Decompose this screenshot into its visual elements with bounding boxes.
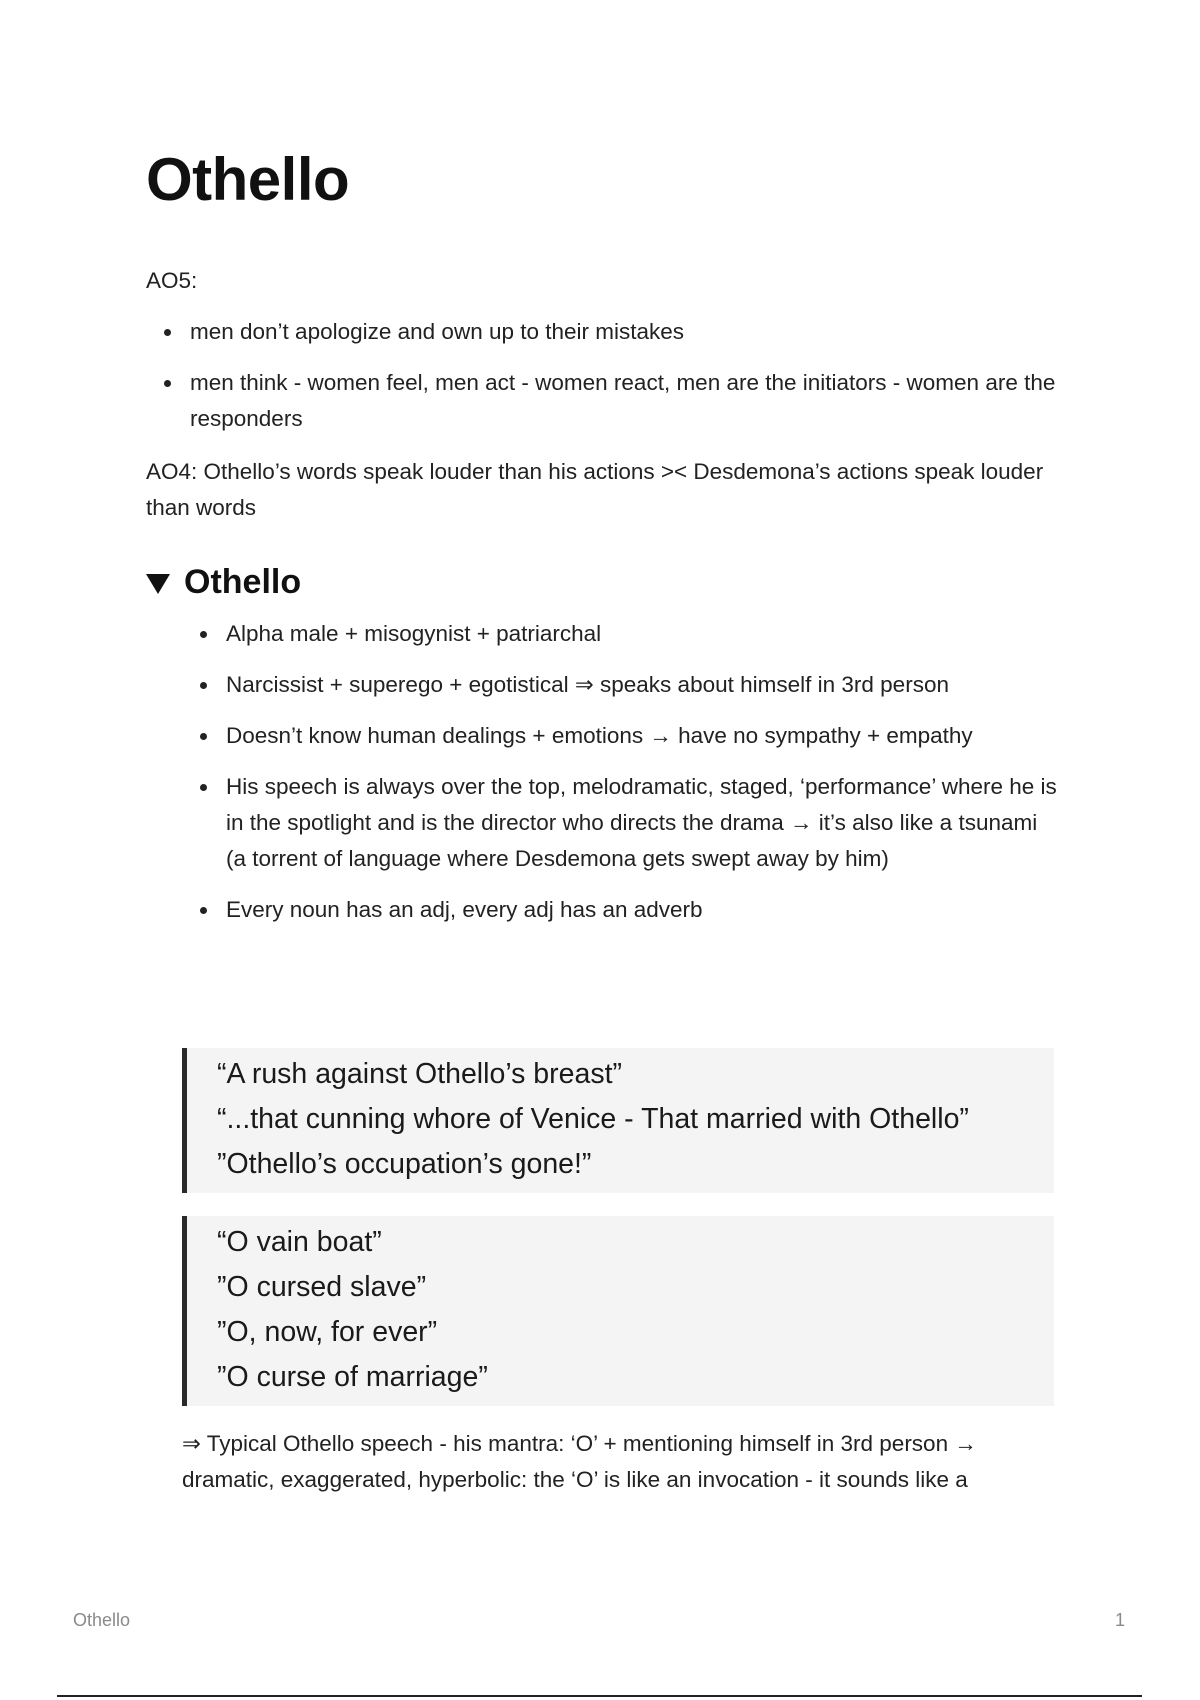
list-item-text: Every noun has an adj, every adj has an adverb [226,897,703,922]
list-item-text: Narcissist + superego + egotistical ⇒ speaks about himself in 3rd person [226,672,949,697]
bullet-dot-icon [200,907,207,914]
quote-line: “O vain boat” [217,1226,382,1258]
quote-line: “A rush against Othello’s breast” [217,1058,623,1090]
ao5-label: AO5: [146,268,198,293]
footer-title: Othello [73,1610,131,1630]
list-item [182,892,1062,928]
quote-line: ”O, now, for ever” [217,1316,438,1348]
footer-divider [57,1695,1142,1697]
bullet-dot-icon [164,380,171,387]
quote-block [182,1216,1054,1406]
othello-traits-list [182,616,1062,928]
quote-line: ”O curse of marriage” [217,1361,488,1393]
list-item [182,616,1062,652]
toggle-heading-othello[interactable] [146,558,301,606]
bullet-dot-icon [200,733,207,740]
page-title: Othello [146,146,350,213]
list-item-text: Doesn’t know human dealings + emotions → have no sympathy + empathy [226,723,973,748]
list-item-text: men don’t apologize and own up to their mistakes [190,319,685,344]
list-item-text: Alpha male + misogynist + patriarchal [226,621,602,646]
list-item-text: men think - women feel, men act - women react, men are the initiators - women are the responders [190,370,1056,431]
quote-block [182,1048,1054,1193]
quote-line: “...that cunning whore of Venice - That married with Othello” [217,1103,969,1135]
list-item [182,769,1062,877]
quote-line: ”Othello’s occupation’s gone!” [217,1148,592,1180]
list-item [182,718,1062,754]
list-item [146,365,1066,437]
closing-paragraph: ⇒ Typical Othello speech - his mantra: ‘O’ + mentioning himself in 3rd person → dramatic, exaggerated, hyperbolic: the ‘O’ is like an invocation - it sounds like a [182,1431,977,1492]
quote-line: ”O cursed slave” [217,1271,427,1303]
page-number: 1 [1114,1610,1125,1630]
ao5-list [146,314,1066,437]
list-item-text: His speech is always over the top, melodramatic, staged, ‘performance’ where he is in the spotlight and is the director who directs the drama → it’s also like a tsunami (a torrent of language where Desdemona gets swept away by him) [226,774,1057,871]
list-item [146,314,1066,350]
bullet-dot-icon [164,329,171,336]
list-item [182,667,1062,703]
bullet-dot-icon [200,784,207,791]
bullet-dot-icon [200,682,207,689]
ao4-paragraph: AO4: Othello’s words speak louder than his actions >< Desdemona’s actions speak louder than words [146,459,1044,520]
toggle-heading-label: Othello [184,563,302,601]
toggle-triangle-icon[interactable] [146,574,170,594]
bullet-dot-icon [200,631,207,638]
